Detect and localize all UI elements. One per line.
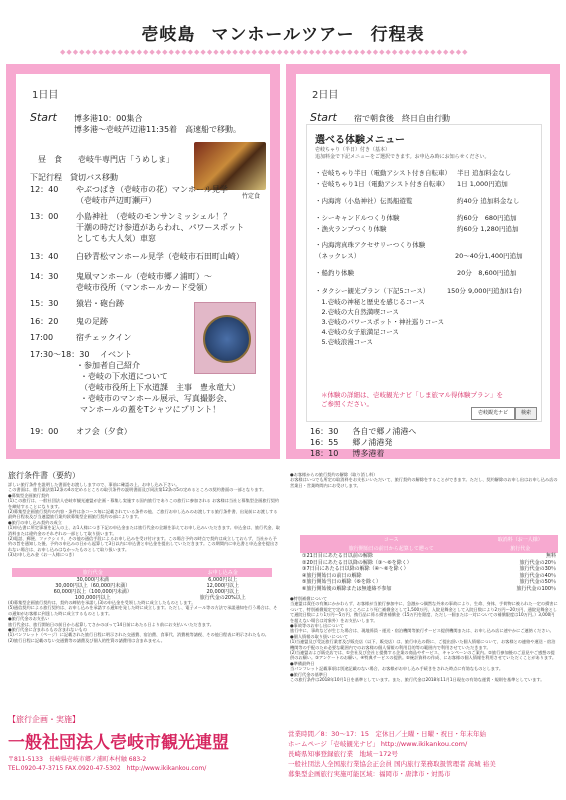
day2-label: 2日目 bbox=[312, 90, 339, 101]
cancel-cell: ⑤旅行開始当日の解除（⑥を除く） bbox=[302, 579, 381, 586]
day2-start bbox=[310, 111, 450, 124]
cond-text-16: (2)旅行日程に記載のない交通費等の諸費及び個人的性質の諸費用は含まれません。 bbox=[8, 637, 165, 643]
menu-item-price: 1日 1,000円追加 bbox=[457, 180, 508, 188]
cond2-text-10: ●準備最終日 bbox=[290, 660, 315, 666]
menu-item-price: 約40分 追加料金なし bbox=[457, 197, 520, 205]
cond-text-7: (1)申込書に所定事項を記入の上、お1人様につき下記の申込金または旅行代金の全額を添えてお申し込みいただきます。申込金は、旅行代金、取消料または違約金のそれぞれの一部として取り扱います。 bbox=[8, 525, 280, 536]
menu-item-price: 約60分 1,280円追加 bbox=[457, 225, 519, 233]
cancel-row bbox=[300, 553, 558, 560]
cancel-cell: 無料 bbox=[545, 553, 556, 559]
conditions-right-bottom bbox=[290, 596, 558, 683]
start-text-2: 博多港～壱岐芦辺港11:35着 高速船で移動。 bbox=[74, 125, 242, 134]
menu-item-price: 半日 追加料金なし bbox=[457, 169, 512, 177]
schedule-time: 14：30 bbox=[30, 272, 59, 281]
menu-item-name: 2.壱岐の大自然満喫コース bbox=[315, 308, 399, 316]
schedule-time: 17:00 bbox=[30, 333, 54, 342]
search-button[interactable]: 検索 bbox=[515, 407, 537, 420]
fee-cell: 30,000円以上（60,000円未満） bbox=[55, 583, 131, 589]
return-time: 16：55 bbox=[310, 438, 339, 447]
menu-item-name: 5.壱岐浪漫コース bbox=[315, 338, 373, 346]
lunch-row bbox=[38, 154, 174, 165]
cond-text-5: (2)募集型企画旅行契約の内容・条件は各コース毎に記載されている条件の他、ご旅行お申し込みのお渡しする旅行条件書、出発前にお渡しする最終日程表及び当連盟旅行業約款募集型企画旅行契約の部によります。 bbox=[8, 509, 278, 520]
cancel-cell: 旅行代金の20％ bbox=[519, 559, 556, 566]
menu-item-name: 3.壱岐のパワースポット・神社巡りコース bbox=[315, 318, 445, 326]
schedule-desc: ・壱岐市のマンホール展示、写真撮影会、 bbox=[80, 394, 232, 403]
day1-panel bbox=[6, 64, 280, 459]
return-desc: 博多港着 bbox=[352, 449, 385, 458]
menu-item-price: 約60分 680円追加 bbox=[457, 214, 517, 222]
schedule-time: 13：40 bbox=[30, 252, 59, 261]
organizer-label: 【旅行企画・実施】 bbox=[8, 715, 80, 724]
schedule-desc: オフ会（夕食） bbox=[76, 427, 132, 436]
cond2-text-1: ●お客様からの旅行契約の解除（取り消し料） bbox=[290, 472, 378, 477]
schedule-desc: やぶつばき（壱岐市の花）マンホール見学 bbox=[76, 185, 228, 194]
start-word-2: Start bbox=[310, 111, 337, 124]
cond2-text-13: この旅行条件は2018年10月1日を基準としています。また、旅行代金は2018年11月1日現在の有効な運賃・規則を基準としています。 bbox=[290, 677, 545, 683]
cancel-row bbox=[300, 566, 558, 573]
schedule-time: 16：20 bbox=[30, 317, 59, 326]
schedule-time: 17:30～18：30 bbox=[30, 350, 90, 359]
conditions-left-top bbox=[8, 482, 280, 558]
menu-sub-2: 追加料金で下記メニューをご選択できます。お申込み時にお知らせください。 bbox=[315, 154, 490, 160]
cancel-cell: 旅行代金の30％ bbox=[519, 566, 556, 573]
start-text: 博多港10：00集合 bbox=[74, 114, 143, 123]
cancel-cell: ③7日目にあたる日以降の解除（④～⑥を除く） bbox=[302, 566, 409, 573]
cond-text-13: 旅行代金は、旅行開始日の前日から起算してさかのぼって14日前にあたる日より前にお支払いいただきます。 bbox=[8, 621, 214, 627]
return-row bbox=[310, 448, 384, 459]
schedule-desc: 鬼の足跡 bbox=[76, 317, 108, 326]
menu-item-name: 4.壱岐の女子旅満足コース bbox=[315, 328, 399, 336]
search-input[interactable]: 壱岐観光ナビ bbox=[471, 407, 515, 420]
cond-text-8: (2)電話、郵便、ファクシミリ、その他の通信手段によるお申し込みを受け付けます。この場合予約の時点で契約は成立しておらず、当社から予約の旨を通知した後、予約の申込みの日から起算して3日以内に申込書と申込金を提出していただきます。この期間内に申込書と申込金を提出されない場合は、お申し込みはなかったものとして取り扱います。 bbox=[8, 536, 279, 552]
homepage-link[interactable]: ホームページ「壱岐観光ナビ」 http://www.ikikankou.com/ bbox=[288, 740, 468, 748]
cond2-text-3: ●特別補償について bbox=[290, 596, 328, 601]
fee-head-2: お申し込み金 bbox=[174, 568, 273, 577]
cancel-cell: 旅行代金の50％ bbox=[519, 579, 556, 586]
organizer-addr-line: 〒811-5133 長崎県壱岐市郷ノ浦町本村触 683-2 bbox=[8, 756, 147, 763]
return-time: 16：30 bbox=[310, 427, 339, 436]
menu-item-name: （ネックレス） bbox=[315, 252, 361, 260]
cond-text-2: この書面は、旅行業法第12条の4の定めるところの取引条件の説明書面及び同法第12条の5の定めるところの契約書面の一部となります。 bbox=[8, 487, 267, 493]
conditions-right-top bbox=[290, 472, 558, 488]
fee-cell: 12,000円以上 bbox=[206, 583, 239, 589]
schedule-desc: 鬼凧マンホール（壱岐市郷ノ浦町）～ bbox=[76, 272, 212, 281]
cancel-cell: ②20日目にあたる日以降の解除（③～⑥を除く） bbox=[302, 559, 412, 566]
cancel-head-2: 取消料（お一人様） bbox=[483, 535, 558, 544]
cancel-cell: 旅行代金の40％ bbox=[519, 572, 556, 579]
cancel-head-1: コース bbox=[300, 535, 483, 544]
day1-start bbox=[30, 111, 270, 134]
conditions-left-bottom bbox=[8, 600, 280, 643]
manhole-cover-icon bbox=[203, 315, 251, 363]
schedule-desc: イベント bbox=[100, 350, 132, 359]
cancel-fee-table bbox=[300, 535, 558, 593]
cond2-text-7: ●個人情報の取り扱いについて bbox=[290, 633, 349, 639]
cond2-text-9: (2)当連盟および販売店では、①会社及び会社と提携する企業の商品やサービス、キャンペーンのご案内。②旅行参加後のご意見やご感想の提供のお願い。③アンケートのお願い。④特典サービスの提供。⑤統計資料の作成、にお客様の個人情報を利用させていただくことがあります。 bbox=[290, 650, 557, 661]
manhole-card-photo bbox=[194, 302, 256, 374]
menu-item-name: ・内海湾（小島神社）伝馬船遊覧 bbox=[315, 197, 413, 205]
cancel-cell: ⑥旅行開始後の解除または無連絡不参加 bbox=[302, 585, 392, 592]
schedule-desc: 壱岐市役所（マンホールカード受領） bbox=[76, 283, 212, 292]
cond2-text-11: 当パンフレット記載事項は別途記載のない場合、お客様がお申し込み手続きをされた時点に有効なものとします。 bbox=[290, 666, 504, 672]
return-time: 18：10 bbox=[310, 449, 339, 458]
cond2-text-12: ●旅行代金の基準日 bbox=[290, 671, 328, 677]
menu-item-price: 150分 9,000円追加(1台) bbox=[447, 287, 522, 295]
fee-cell: 100,000円以上 bbox=[74, 595, 111, 601]
menu-item-name: ・漁火ランプつくり体験 bbox=[315, 225, 387, 233]
menu-item-name: ・壱岐ちゃり1日（電動アシスト付き自転車） bbox=[315, 180, 449, 188]
cond-text-11: (5)通信契約による旅行契約は、お申し込みを承諾する通知を発した時に成立します。ただし、電子メール等の方法で承諾通知を行う場合は、その通知がお客様に到達した時に成立するものとします。 bbox=[8, 605, 278, 616]
organizer-address bbox=[8, 755, 206, 773]
cancel-sub-1: 旅行開始日の前日から起算して遡って bbox=[300, 544, 483, 553]
day1-label: 1日目 bbox=[32, 90, 59, 101]
fee-cell: 30,000円未満 bbox=[76, 577, 109, 583]
organizer-name: 一般社団法人壱岐市観光連盟 bbox=[8, 733, 229, 753]
menu-sub bbox=[315, 147, 489, 161]
return-row bbox=[310, 437, 392, 448]
schedule-time: 19：00 bbox=[30, 427, 59, 436]
service-area: 募集型企画旅行実施可能区域：福岡市・唐津市・対馬市 bbox=[288, 770, 451, 778]
schedule-desc: 猿岩・砲台跡 bbox=[76, 299, 124, 308]
schedule-desc: （壱岐市役所上下水道課 主事 豊永竜大） bbox=[80, 383, 240, 392]
cond-text-10: (4)募集型企画旅行契約は、契約の締結を承諾し(3)の申込金を受領した時に成立したものとします。 bbox=[8, 600, 196, 605]
menu-sub-1: 壱岐ちゃり（半日）付き（基本） bbox=[315, 147, 391, 153]
page-title bbox=[0, 20, 566, 45]
conditions-title: 旅行条件書（要約） bbox=[8, 471, 80, 480]
day2-panel bbox=[286, 64, 560, 459]
cancel-row bbox=[300, 586, 558, 593]
menu-item-name: 1.壱岐の神秘と歴史を感じるコース bbox=[315, 298, 425, 306]
return-desc: 郷ノ浦港発 bbox=[352, 438, 393, 447]
cond2-text-8: (1)当連盟及び受託旅行業者及び販売店（以下、販売店）は、旅行申込の際に、ご提出頂いた個人情報について、お客様との連絡や運送・宿泊機関等の手配のため必要な範囲内でのお客様の個人情報の利用目的等の範囲内で利用させていただきます。 bbox=[290, 639, 556, 650]
title-itinerary: 行程表 bbox=[370, 25, 425, 45]
cond-text-14: ●旅行代金に含まれるもの含まれないもの bbox=[8, 627, 88, 633]
association: 一般社団法人全国旅行業協会正会員 国内旅行業務取扱管理者 髙城 裕美 bbox=[288, 760, 496, 768]
lunch-label: 昼 食 bbox=[38, 155, 62, 164]
fee-cell: 60,000円以上（100,000円未満） bbox=[53, 589, 132, 595]
note-1: ＊体験の詳細は、壱岐観光ナビ「しま旅マル得体験プラン」を bbox=[321, 391, 503, 399]
schedule-time: 12：40 bbox=[30, 185, 59, 194]
title-island: 壱岐島 bbox=[141, 25, 196, 45]
schedule-desc: 宿チェックイン bbox=[76, 333, 132, 342]
schedule-desc: 下記行程 貸切バス移動 bbox=[30, 173, 118, 182]
deposit-table bbox=[12, 568, 272, 601]
note-2: ご参照ください。 bbox=[321, 400, 373, 408]
fee-cell: 6,000円以上 bbox=[208, 577, 238, 583]
return-row bbox=[310, 426, 416, 437]
lunch-text: 壱岐牛専門店「うめしま」 bbox=[78, 155, 174, 164]
cond-text-9: (3)お申し込み金（お一人様につき） bbox=[8, 552, 77, 558]
fee-cell: 20,000円以上 bbox=[206, 589, 239, 595]
cancel-row bbox=[300, 579, 558, 586]
food-photo bbox=[194, 142, 266, 190]
menu-item-price: 20～40分1,400円追加 bbox=[455, 252, 523, 260]
cancel-cell: ①21日目にあたる日以前の解除 bbox=[302, 553, 373, 559]
menu-item-name: ・船釣り体験 bbox=[315, 269, 354, 277]
menu-title: 選べる体験メニュー bbox=[315, 135, 405, 146]
schedule-desc: 小島神社 （壱岐のモンサンミッシェル！？ bbox=[76, 212, 232, 221]
schedule-time: 13：00 bbox=[30, 212, 59, 221]
day2-content bbox=[296, 74, 550, 458]
schedule-desc: としても大人気）車窓 bbox=[76, 234, 156, 243]
cond-text-3: ●募集型企画旅行契約 bbox=[8, 492, 50, 498]
registration: 長崎県知事登録旅行業 地域－172号 bbox=[288, 750, 398, 758]
menu-item-name: ・シーキャンドルつくり体験 bbox=[315, 214, 400, 222]
cond2-text-6: 旅行中に、事故などが生じた場合は、現地係員・運送・宿泊機関等旅行サービス提供機関または、お申し込み店に速やかにご連絡ください。 bbox=[290, 628, 554, 634]
menu-item-name: ・タクシー観光プラン（下記5コース） bbox=[315, 287, 430, 295]
schedule-desc: （壱岐市芦辺町瀬戸） bbox=[76, 196, 156, 205]
menu-item-name: ・壱岐ちゃり半日（電動アシスト付き自転車） bbox=[315, 169, 452, 177]
photo-label: 竹定食 bbox=[242, 193, 261, 200]
cond-text-12: ●旅行代金のお支払い bbox=[8, 616, 50, 622]
cond2-text-4: 当連盟は責任の有無にかかわらず、お客様が当旅行参加中に、急激かつ偶然な外来の事故により、生命、身体、手荷物に被られた一定の損害について、特別補償規定で定めるところにより死亡補償金として1,500万円、入院見舞金として入院日数により2万円～20万円、通院見舞金として通院日数により1万円～5万円、携行品に係る損害補償金（15万円を限度、ただし一個または一対についての補償限度は10万円。）3,000円を超えない場合は対象外）をお支払いします。 bbox=[290, 601, 558, 623]
schedule-desc: マンホールの蓋をTシャツにプリント！ bbox=[80, 405, 221, 414]
day2-start-text: 宿で朝食後 終日自由行動 bbox=[354, 114, 450, 123]
decorative-dots: ◆◆◆◆◆◆◆◆◆◆◆◆◆◆◆◆◆◆◆◆◆◆◆◆◆◆◆◆◆◆◆◆◆◆◆◆◆◆◆◆◆◆◆◆◆◆◆◆◆◆◆◆◆◆◆◆◆◆◆◆◆◆◆◆ bbox=[60, 48, 469, 56]
schedule-desc: ・参加者自己紹介 bbox=[76, 361, 140, 370]
organizer-tel-line: TEL.0920-47-3715 FAX.0920-47-5302 http://www.ikikankou.com/ bbox=[8, 765, 207, 772]
experience-menu bbox=[306, 124, 542, 422]
start-word: Start bbox=[30, 111, 57, 124]
cond2-text-5: ●事故等のお申し出について bbox=[290, 623, 344, 629]
menu-item-name: ・内海湾真珠アクセサリーつくり体験 bbox=[315, 241, 426, 249]
cancel-cell: 旅行代金の100％ bbox=[516, 585, 556, 592]
cond-text-4: (1)この旅行は、一般社団法人壱岐市観光連盟が企画・募集し実施する国内旅行でありこの旅行に参加される お客様は当社と募集型企画旅行契約を締結することになります。 bbox=[8, 498, 280, 509]
cond-text-1: 詳しい旅行条件を説明した書面をお渡ししますので、事前に確認の上、お申し込み下さい。 bbox=[8, 482, 180, 487]
day1-content bbox=[16, 74, 270, 449]
business-hours: 営業時間／8：30～17：15 定休日／土曜・日曜・祝日・年末年始 bbox=[288, 730, 486, 738]
fee-head-1: 旅行代金 bbox=[12, 568, 174, 577]
schedule-desc: 干潮の時だけ参道があらわれ、パワースポット bbox=[76, 223, 245, 232]
cond-text-6: ●旅行の申し込み契約の成立 bbox=[8, 519, 62, 525]
title-tour: マンホールツアー bbox=[211, 25, 355, 45]
menu-item-price: 20分 8,600円追加 bbox=[457, 269, 517, 277]
fee-cell: 旅行代金の20%以上 bbox=[199, 595, 246, 601]
schedule-time: 15：30 bbox=[30, 299, 59, 308]
schedule-desc: 白砂青松マンホール見学（壱岐市石田町山崎） bbox=[76, 252, 244, 261]
cond2-text-2: お客様はいつでも所定の取消料をお支払いいただいて、旅行契約の解除をすることができます。ただし、契約解除のお申し出はお申し込み店の営業日・営業時間内にお受けします。 bbox=[290, 477, 558, 488]
schedule-desc: ・壱岐の下水道について bbox=[80, 372, 168, 381]
cancel-sub-2: 旅行代金 bbox=[483, 544, 558, 553]
return-desc: 各自で郷ノ浦港へ bbox=[352, 427, 417, 436]
cancel-cell: ④旅行開始日の前日の解除 bbox=[302, 572, 362, 579]
cond-text-15: (1)パンフレット（ページ）に記載された旅行日程に明示された交通費、宿泊費、食事代、消費税等諸税、その他日程表に明示されたもの。 bbox=[8, 632, 269, 638]
